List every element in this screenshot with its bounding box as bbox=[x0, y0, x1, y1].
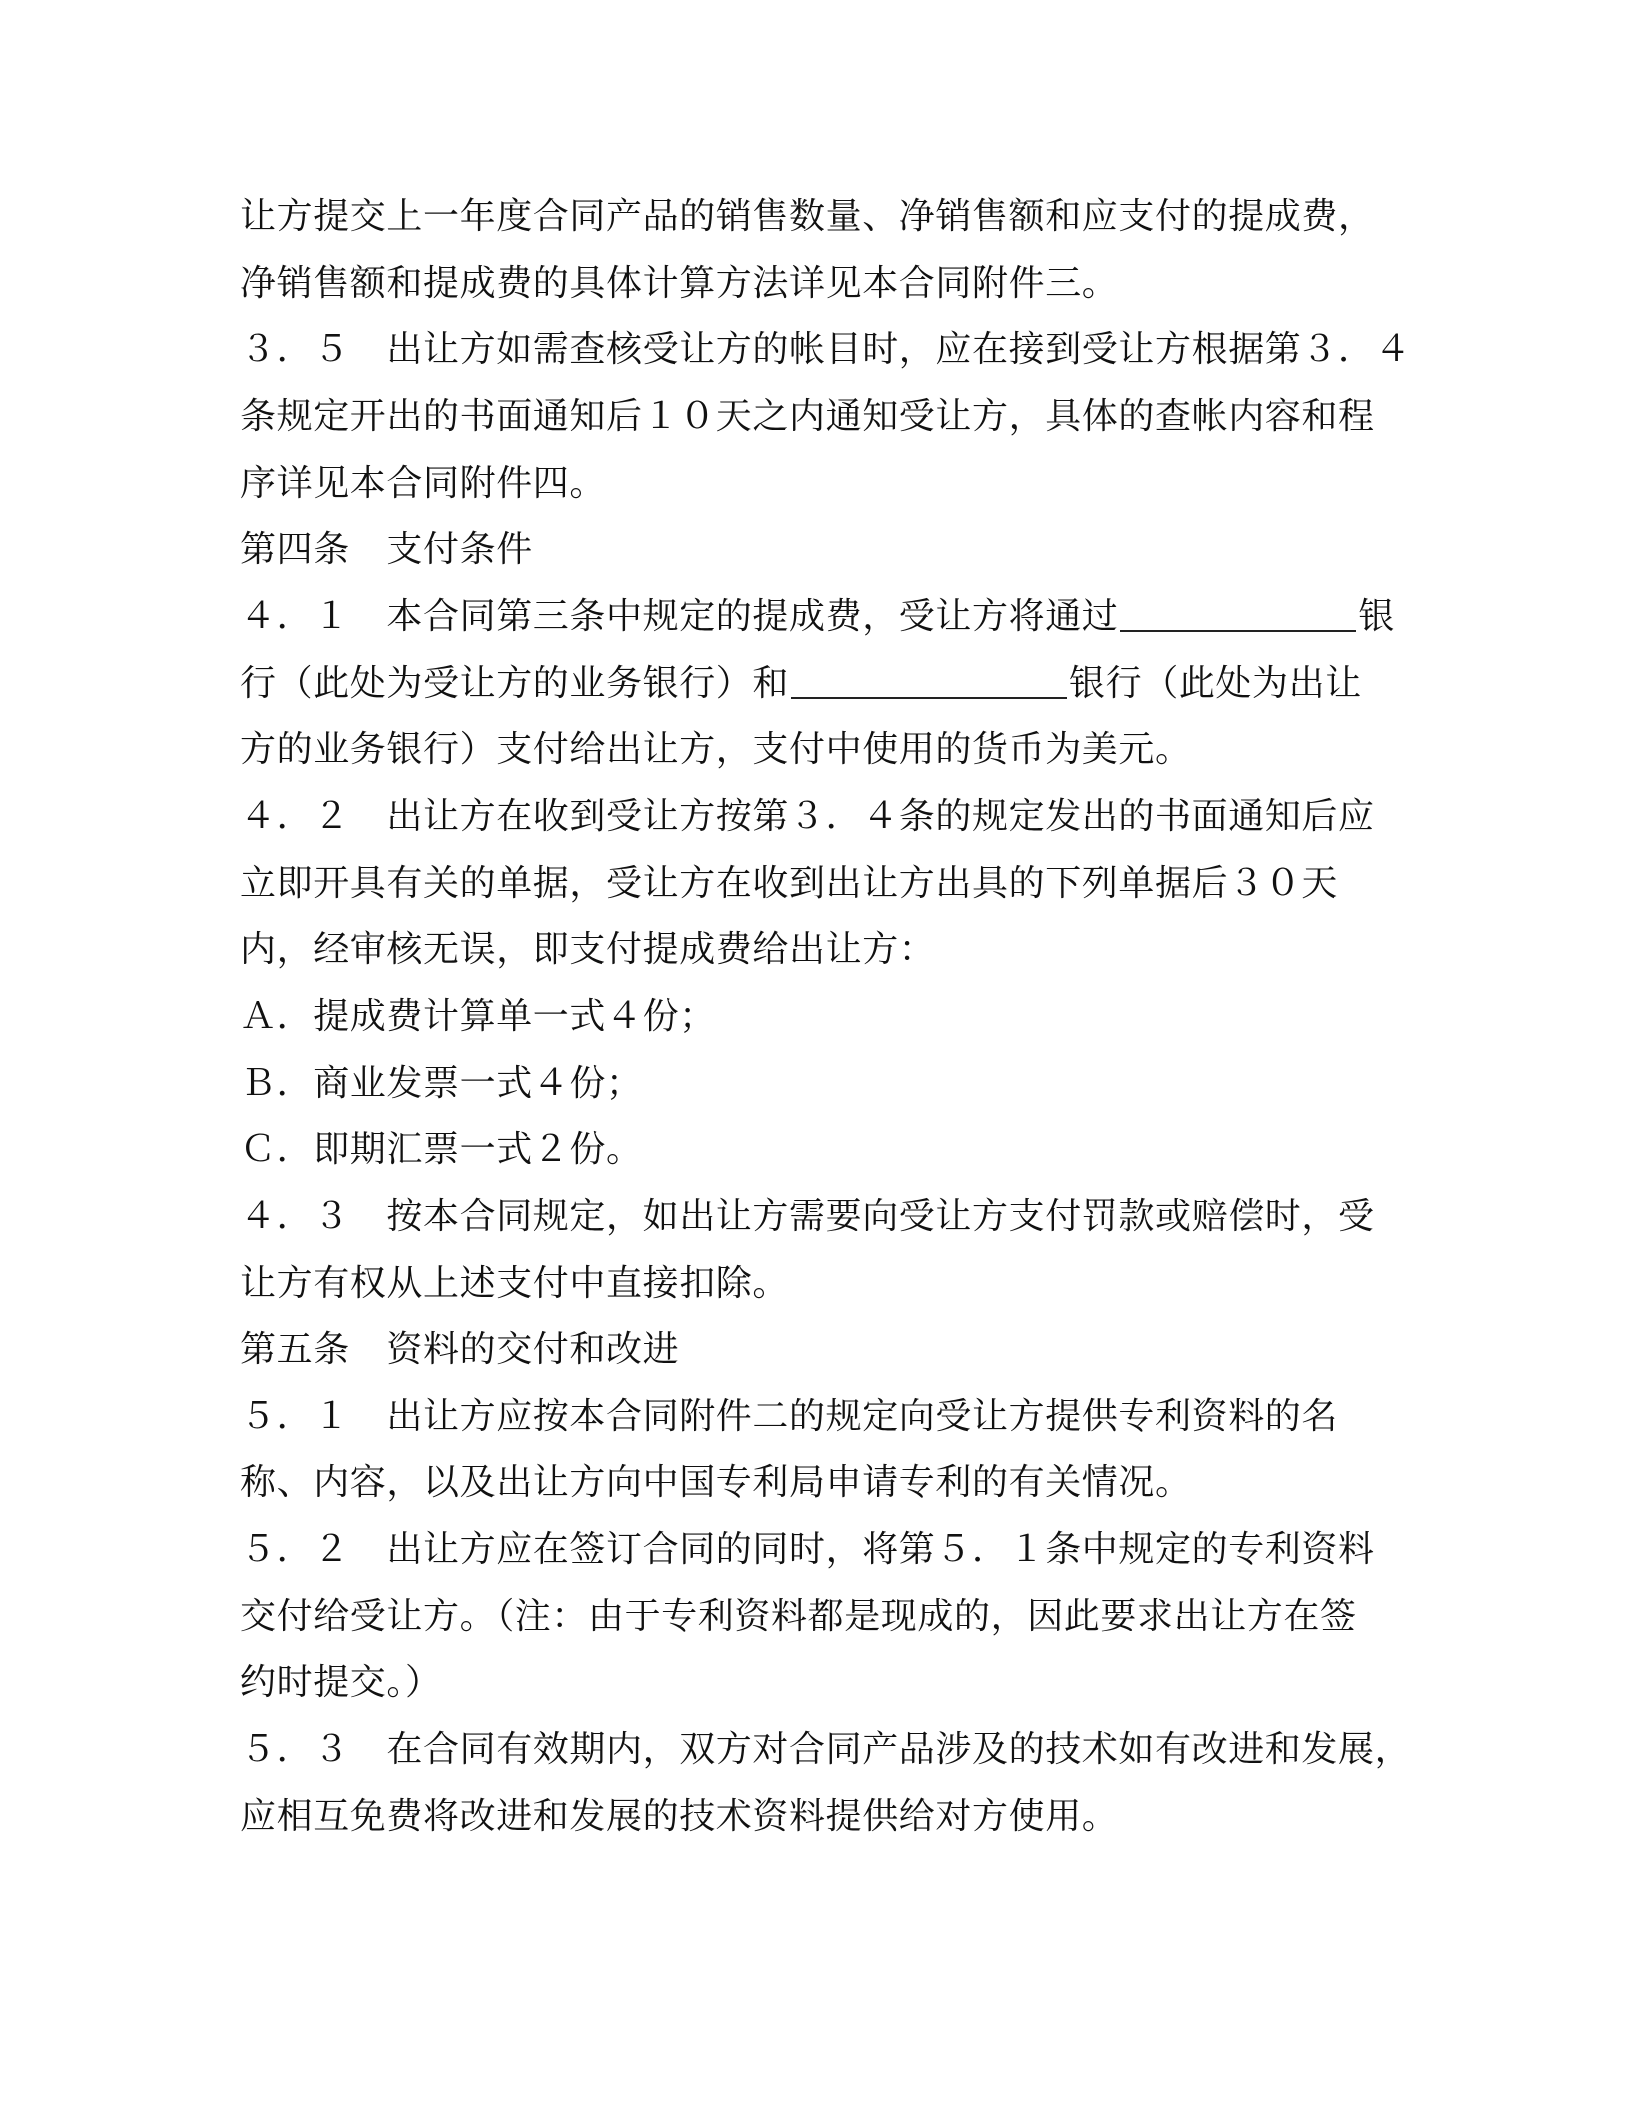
text-line: 方的业务银行）支付给出让方，支付中使用的货币为美元。 bbox=[240, 729, 1192, 771]
text-line: 立即开具有关的单据，受让方在收到出让方出具的下列单据后３０天 bbox=[240, 862, 1339, 904]
contract-text bbox=[240, 184, 1420, 1850]
text-segment: 银 bbox=[1358, 595, 1396, 637]
text-line: 称、内容，以及出让方向中国专利局申请专利的有关情况。 bbox=[240, 1462, 1192, 1504]
text-line: 净销售额和提成费的具体计算方法详见本合同附件三。 bbox=[240, 262, 1119, 304]
text-line bbox=[240, 651, 1420, 718]
clause-5-1: ５．１ 出让方应按本合同附件二的规定向受让方提供专利资料的名 bbox=[240, 1395, 1339, 1437]
text-line: 内，经审核无误，即支付提成费给出让方： bbox=[240, 929, 936, 971]
clause-4-1 bbox=[240, 584, 1420, 651]
article-5-heading: 第五条 资料的交付和改进 bbox=[240, 1329, 680, 1371]
text-line: 应相互免费将改进和发展的技术资料提供给对方使用。 bbox=[240, 1795, 1119, 1837]
text-segment: ４．１ 本合同第三条中规定的提成费，受让方将通过 bbox=[240, 595, 1119, 637]
fill-in-blank-bank-2 bbox=[791, 653, 1067, 699]
clause-4-2: ４．２ 出让方在收到受让方按第３．４条的规定发出的书面通知后应 bbox=[240, 795, 1375, 837]
text-line: 让方提交上一年度合同产品的销售数量、净销售额和应支付的提成费， bbox=[240, 196, 1375, 237]
list-item-b: Ｂ．商业发票一式４份； bbox=[240, 1062, 643, 1104]
text-segment: 行（此处为受让方的业务银行）和 bbox=[240, 662, 790, 704]
text-segment: 银行（此处为出让 bbox=[1069, 662, 1362, 704]
text-line: 让方有权从上述支付中直接扣除。 bbox=[240, 1262, 790, 1304]
clause-5-3: ５．３ 在合同有效期内，双方对合同产品涉及的技术如有改进和发展， bbox=[240, 1729, 1412, 1771]
clause-3-5: ３．５ 出让方如需查核受让方的帐目时，应在接到受让方根据第３．４ bbox=[240, 329, 1412, 371]
fill-in-blank-bank-1 bbox=[1120, 586, 1356, 632]
text-line: 约时提交。） bbox=[240, 1662, 442, 1704]
list-item-a: Ａ．提成费计算单一式４份； bbox=[240, 995, 716, 1037]
text-line: 交付给受让方。（注：由于专利资料都是现成的，因此要求出让方在签 bbox=[240, 1595, 1357, 1637]
text-line: 条规定开出的书面通知后１０天之内通知受让方，具体的查帐内容和程 bbox=[240, 395, 1375, 437]
clause-5-2: ５．２ 出让方应在签订合同的同时，将第５．１条中规定的专利资料 bbox=[240, 1529, 1375, 1571]
list-item-c: Ｃ．即期汇票一式２份。 bbox=[240, 1129, 643, 1171]
clause-4-3: ４．３ 按本合同规定，如出让方需要向受让方支付罚款或赔偿时，受 bbox=[240, 1195, 1375, 1237]
text-line: 序详见本合同附件四。 bbox=[240, 462, 607, 504]
article-4-heading: 第四条 支付条件 bbox=[240, 529, 533, 571]
